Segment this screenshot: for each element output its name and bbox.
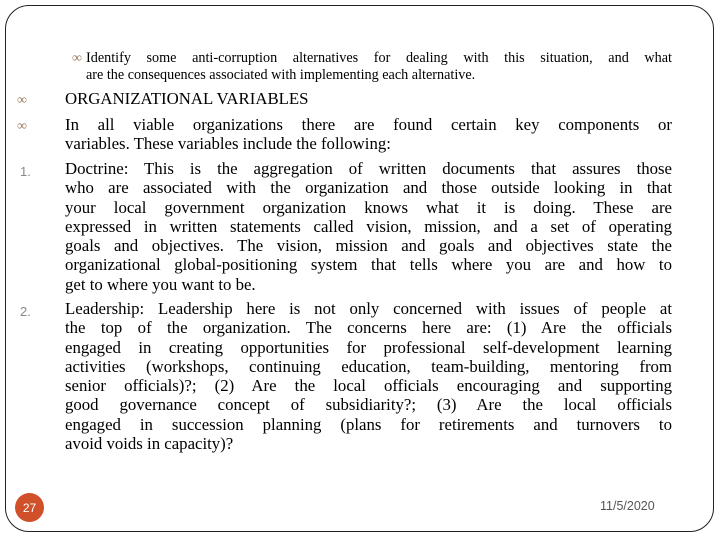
text-line: avoid voids in capacity)? — [65, 434, 234, 454]
curl-bullet-icon: ∞ — [17, 93, 27, 108]
text-line: Leadership: Leadership here is not only concerned with issues of people at — [65, 299, 672, 318]
item-number: 2. — [20, 304, 31, 319]
text-line: variables. These variables include the following: — [65, 134, 391, 154]
curl-bullet-icon: ∞ — [17, 119, 27, 134]
text-line: who are associated with the organization and those outside looking in that — [65, 178, 672, 198]
text-line: Doctrine: This is the aggregation of written documents that assures those — [65, 159, 672, 178]
text-line: senior officials)?; (2) Are the local officials encouraging and supporting — [65, 376, 672, 396]
curl-bullet-icon: ∞ — [72, 51, 82, 66]
text-line: engaged in succession planning (plans for retirements and turnovers to — [65, 414, 672, 434]
slide-number: 27 — [15, 493, 44, 522]
text-line: organizational global-positioning system that tells where you are and how to — [65, 255, 672, 275]
text-line: Identify some anti-corruption alternatives for dealing with this situation, and what — [86, 50, 672, 66]
text-line: In all viable organizations there are found certain key components or — [65, 115, 672, 134]
text-line: goals and objectives. The vision, mission and goals and objectives state the — [65, 236, 672, 256]
bullet-item — [17, 115, 672, 154]
slide-date: 11/5/2020 — [600, 499, 655, 513]
text-line: are the consequences associated with implementing each alternative. — [86, 67, 476, 83]
text-line: engaged in creating opportunities for professional self-development learning — [65, 337, 672, 357]
text-line: expressed in written statements called vision, mission, and a set of operating — [65, 216, 672, 236]
text-line: get to where you want to be. — [65, 274, 256, 294]
numbered-item — [20, 159, 672, 294]
bullet-item — [72, 50, 672, 84]
item-number: 1. — [20, 164, 31, 179]
text-line: ORGANIZATIONAL VARIABLES — [65, 89, 309, 108]
numbered-item — [20, 299, 672, 454]
text-line: the top of the organization. The concerns here are: (1) Are the officials — [65, 318, 672, 338]
bullet-item — [17, 89, 672, 108]
text-line: good governance concept of subsidiarity?; (3) Are the local officials — [65, 395, 672, 415]
text-line: your local government organization knows what it is doing. These are — [65, 197, 672, 217]
text-line: activities (workshops, continuing education, team-building, mentoring from — [65, 356, 672, 376]
